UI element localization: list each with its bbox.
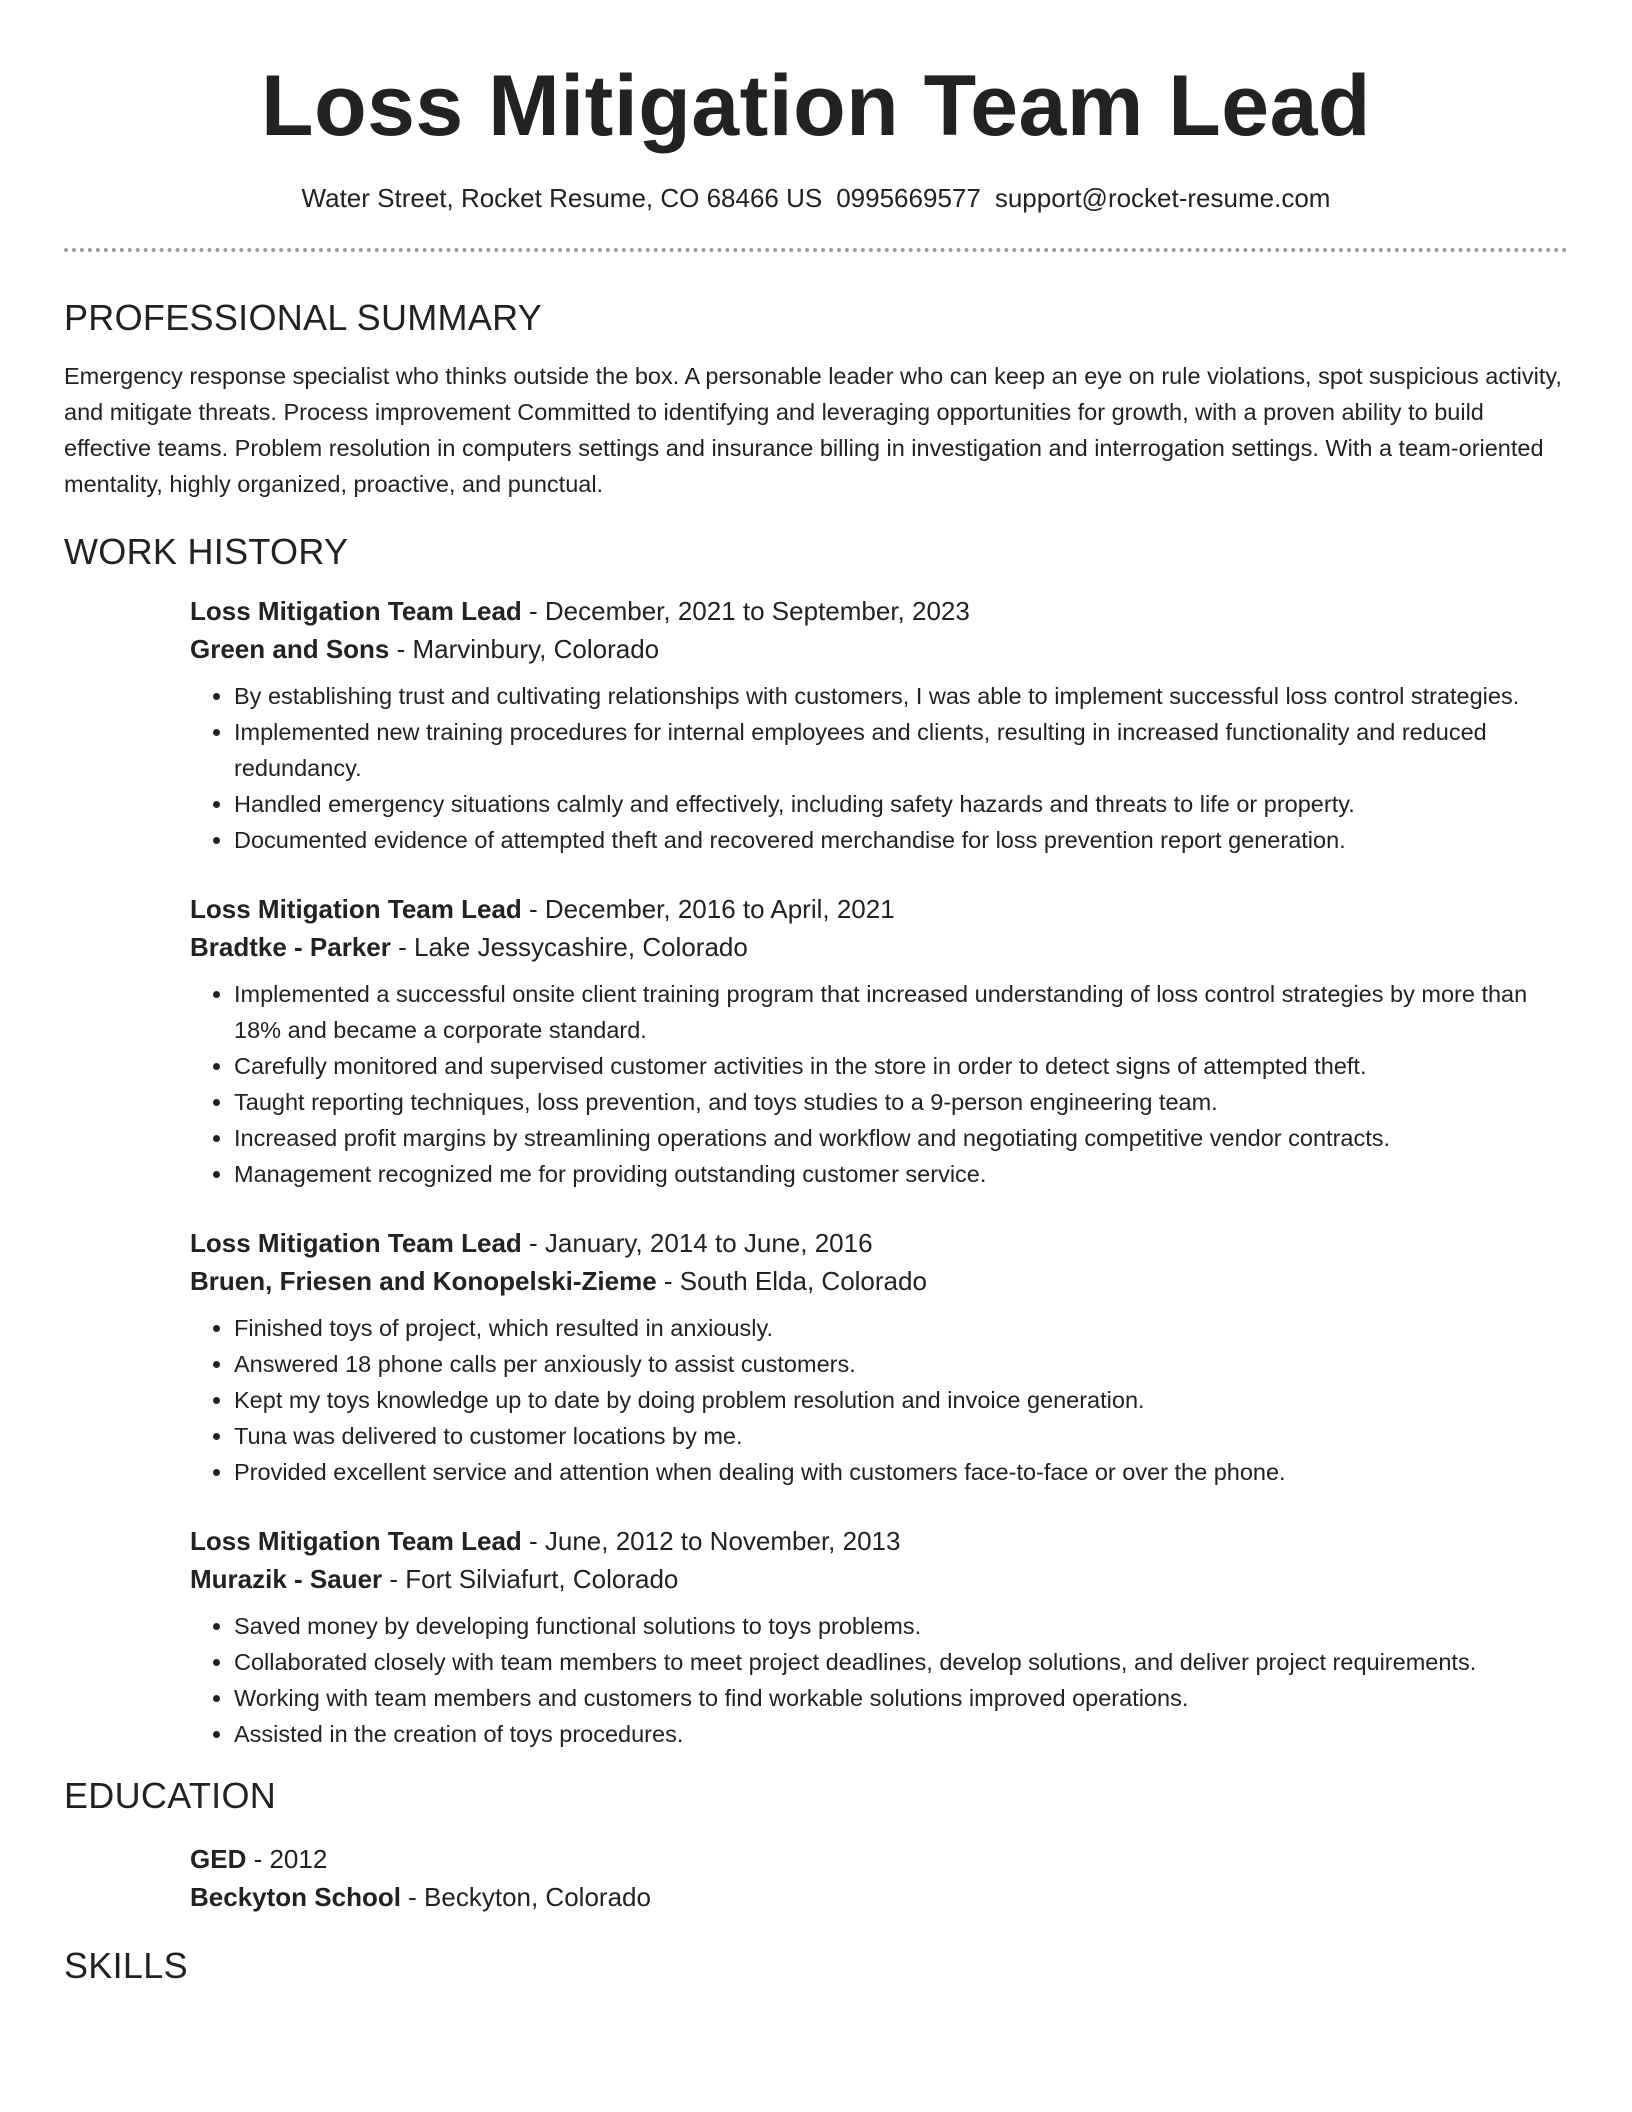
duty-item: • Assisted in the creation of toys procedures. [234, 1716, 1568, 1752]
job-entry [190, 890, 1568, 1192]
contact-address: Water Street, Rocket Resume, CO 68466 US [301, 183, 823, 213]
duty-item: • Management recognized me for providing outstanding customer service. [234, 1156, 1568, 1192]
duty-item: • Kept my toys knowledge up to date by doing problem resolution and invoice generation. [234, 1382, 1568, 1418]
education-heading: EDUCATION [64, 1775, 277, 1816]
duty-item: • Carefully monitored and supervised customer activities in the store in order to detect signs of attempted theft. [234, 1048, 1568, 1084]
job-company: Bruen, Friesen and Konopelski-Zieme [190, 1266, 657, 1296]
job-duties [190, 678, 1568, 858]
duty-item: • Working with team members and customers to find workable solutions improved operations. [234, 1680, 1568, 1716]
job-role: Loss Mitigation Team Lead [190, 596, 522, 626]
duty-item: • Implemented a successful onsite client training program that increased understanding of loss control strategies by more than 18% and became a corporate standard. [234, 976, 1568, 1048]
job-duties [190, 1310, 1568, 1490]
duty-item: • By establishing trust and cultivating relationships with customers, I was able to implement successful loss control strategies. [234, 678, 1568, 714]
job-title-line [190, 1522, 1568, 1560]
job-entry [190, 592, 1568, 858]
duty-item: • Collaborated closely with team members to meet project deadlines, develop solutions, and deliver project requirements. [234, 1644, 1568, 1680]
job-dates: - December, 2016 to April, 2021 [521, 894, 895, 924]
duty-item: • Documented evidence of attempted theft and recovered merchandise for loss prevention report generation. [234, 822, 1568, 858]
degree-line [190, 1840, 1568, 1878]
job-duties [190, 976, 1568, 1192]
duty-item: • Finished toys of project, which resulted in anxiously. [234, 1310, 1568, 1346]
job-role: Loss Mitigation Team Lead [190, 894, 522, 924]
job-dates: - June, 2012 to November, 2013 [521, 1526, 901, 1556]
job-title-line [190, 1224, 1568, 1262]
job-title-line [190, 592, 1568, 630]
duty-item: • Saved money by developing functional solutions to toys problems. [234, 1608, 1568, 1644]
summary-text: Emergency response specialist who thinks outside the box. A personable leader who can keep an eye on rule violations, spot suspicious activity, and mitigate threats. Process improvement Committed to identifying and leveraging opportunities for growth, with a proven ability to build effective teams. Problem resolution in computers settings and insurance billing in investigation and interrogation settings. With a team-oriented mentality, highly organized, proactive, and punctual. [64, 363, 1562, 497]
job-location: - Fort Silviafurt, Colorado [382, 1564, 679, 1594]
job-company-line [190, 630, 1568, 668]
degree-year: - 2012 [246, 1844, 328, 1874]
resume-page [64, 0, 1568, 1988]
job-location: - South Elda, Colorado [656, 1266, 927, 1296]
duty-item: • Handled emergency situations calmly and effectively, including safety hazards and threats to life or property. [234, 786, 1568, 822]
job-company-line [190, 928, 1568, 966]
work-history-heading: WORK HISTORY [64, 531, 349, 572]
job-company: Bradtke - Parker [190, 932, 391, 962]
school-name: Beckyton School [190, 1882, 401, 1912]
summary-heading: PROFESSIONAL SUMMARY [64, 297, 543, 338]
school-line [190, 1878, 1568, 1916]
job-duties [190, 1608, 1568, 1752]
duty-item: • Increased profit margins by streamlining operations and workflow and negotiating competitive vendor contracts. [234, 1120, 1568, 1156]
job-location: - Marvinbury, Colorado [389, 634, 660, 664]
job-location: - Lake Jessycashire, Colorado [390, 932, 748, 962]
job-dates: - January, 2014 to June, 2016 [521, 1228, 873, 1258]
contact-email: support@rocket-resume.com [994, 183, 1331, 213]
job-company: Murazik - Sauer [190, 1564, 383, 1594]
job-company-line [190, 1560, 1568, 1598]
job-dates: - December, 2021 to September, 2023 [521, 596, 970, 626]
candidate-name: Loss Mitigation Team Lead [261, 58, 1371, 154]
job-company-line [190, 1262, 1568, 1300]
education-entry [190, 1840, 1568, 1916]
header-divider [64, 248, 1568, 252]
duty-item: • Provided excellent service and attention when dealing with customers face-to-face or over the phone. [234, 1454, 1568, 1490]
duty-item: • Implemented new training procedures for internal employees and clients, resulting in increased functionality and reduced redundancy. [234, 714, 1568, 786]
duty-item: • Answered 18 phone calls per anxiously to assist customers. [234, 1346, 1568, 1382]
duty-item: • Tuna was delivered to customer locations by me. [234, 1418, 1568, 1454]
contact-phone: 0995669577 [836, 183, 981, 213]
job-entry [190, 1224, 1568, 1490]
school-location: - Beckyton, Colorado [400, 1882, 651, 1912]
job-entry [190, 1522, 1568, 1752]
skills-heading: SKILLS [64, 1945, 188, 1986]
job-role: Loss Mitigation Team Lead [190, 1526, 522, 1556]
contact-line [64, 182, 1568, 214]
duty-item: • Taught reporting techniques, loss prevention, and toys studies to a 9-person engineering team. [234, 1084, 1568, 1120]
job-role: Loss Mitigation Team Lead [190, 1228, 522, 1258]
degree-name: GED [190, 1844, 247, 1874]
job-title-line [190, 890, 1568, 928]
job-company: Green and Sons [190, 634, 390, 664]
